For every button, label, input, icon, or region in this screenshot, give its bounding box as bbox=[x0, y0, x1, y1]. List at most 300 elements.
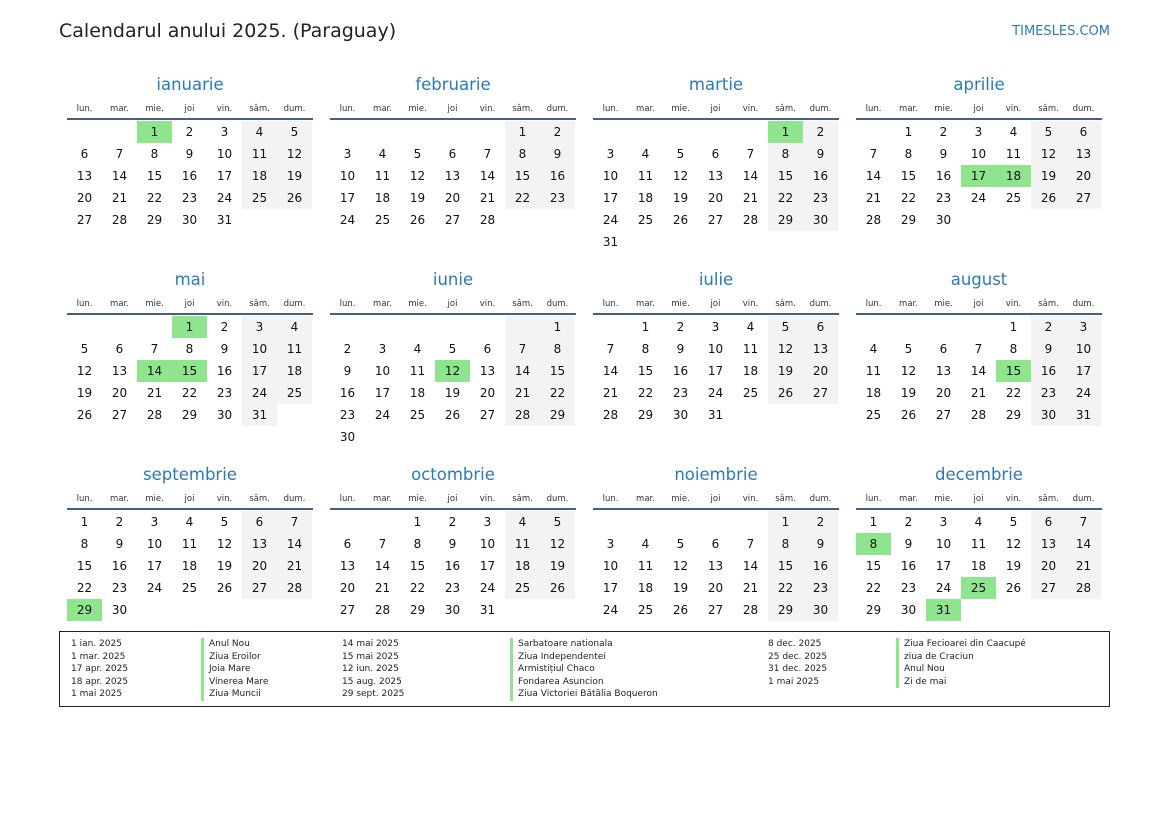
legend-holiday-name: Ziua Eroilor bbox=[201, 651, 268, 664]
legend-date: 8 dec. 2025 bbox=[768, 639, 822, 649]
weekday-label: mar. bbox=[899, 299, 918, 309]
day-cell: 31 bbox=[602, 235, 619, 249]
day-cell: 9 bbox=[904, 537, 913, 551]
month-noiembrie bbox=[593, 462, 839, 621]
day-cell: 27 bbox=[935, 408, 952, 422]
day-cell: 16 bbox=[181, 169, 198, 183]
month-iulie bbox=[593, 267, 839, 426]
empty-day-cell bbox=[961, 316, 996, 338]
empty-day-cell bbox=[67, 121, 102, 143]
day-grid bbox=[330, 316, 576, 448]
weekday-label: vin. bbox=[216, 104, 233, 114]
day-cell: 31 bbox=[242, 404, 277, 426]
weekday-label: mie. bbox=[934, 494, 953, 504]
weekday-label: joi bbox=[973, 494, 984, 504]
day-cell: 14 bbox=[505, 360, 540, 382]
day-cell: 18 bbox=[742, 364, 759, 378]
legend-date: 29 sept. 2025 bbox=[342, 689, 405, 699]
day-cell: 29 bbox=[540, 404, 575, 426]
day-cell: 1 bbox=[80, 515, 89, 529]
weekday-label: vin. bbox=[1005, 494, 1022, 504]
day-cell: 16 bbox=[444, 559, 461, 573]
day-cell: 6 bbox=[343, 537, 352, 551]
day-cell: 1 bbox=[1009, 320, 1018, 334]
day-cell: 1 bbox=[904, 125, 913, 139]
day-cell: 2 bbox=[448, 515, 457, 529]
day-cell: 6 bbox=[115, 342, 124, 356]
day-cell: 12 bbox=[1031, 143, 1066, 165]
weekday-label: mar. bbox=[373, 494, 392, 504]
day-cell: 27 bbox=[707, 603, 724, 617]
day-cell: 10 bbox=[216, 147, 233, 161]
day-cell: 6 bbox=[1066, 121, 1101, 143]
empty-day-cell bbox=[628, 121, 663, 143]
weekday-label: lun. bbox=[865, 494, 882, 504]
day-cell: 24 bbox=[602, 603, 619, 617]
day-cell: 8 bbox=[768, 533, 803, 555]
day-cell: 13 bbox=[707, 559, 724, 573]
empty-day-cell bbox=[102, 121, 137, 143]
day-cell: 5 bbox=[413, 147, 422, 161]
day-cell: 28 bbox=[505, 404, 540, 426]
weekday-label: lun. bbox=[865, 104, 882, 114]
empty-day-cell bbox=[435, 121, 470, 143]
day-cell: 16 bbox=[216, 364, 233, 378]
day-cell: 30 bbox=[111, 603, 128, 617]
day-cell: 12 bbox=[768, 338, 803, 360]
day-cell: 5 bbox=[676, 147, 685, 161]
day-cell: 20 bbox=[111, 386, 128, 400]
weekday-label: mar. bbox=[899, 104, 918, 114]
weekday-label: mar. bbox=[110, 299, 129, 309]
legend-name-column bbox=[510, 638, 658, 701]
day-cell: 3 bbox=[606, 537, 615, 551]
day-cell: 21 bbox=[742, 581, 759, 595]
day-cell: 23 bbox=[339, 408, 356, 422]
weekday-label: dum. bbox=[546, 299, 569, 309]
day-cell: 6 bbox=[711, 147, 720, 161]
weekday-label: joi bbox=[710, 494, 721, 504]
legend-date-column bbox=[71, 638, 128, 701]
day-cell: 4 bbox=[505, 511, 540, 533]
empty-day-cell bbox=[856, 121, 891, 143]
legend-date: 1 mar. 2025 bbox=[71, 651, 126, 662]
day-cell: 25 bbox=[637, 603, 654, 617]
day-cell: 24 bbox=[602, 213, 619, 227]
day-cell: 1 bbox=[869, 515, 878, 529]
day-cell: 26 bbox=[900, 408, 917, 422]
day-cell: 11 bbox=[742, 342, 759, 356]
day-cell: 18 bbox=[637, 191, 654, 205]
day-cell: 27 bbox=[444, 213, 461, 227]
legend-date-column bbox=[342, 638, 404, 701]
empty-day-cell bbox=[628, 511, 663, 533]
weekday-label: dum. bbox=[809, 104, 832, 114]
day-cell: 3 bbox=[483, 515, 492, 529]
day-cell: 5 bbox=[448, 342, 457, 356]
weekday-label: dum. bbox=[1072, 494, 1095, 504]
day-cell: 30 bbox=[935, 213, 952, 227]
day-cell: 10 bbox=[146, 537, 163, 551]
day-cell: 9 bbox=[220, 342, 229, 356]
weekday-label: vin. bbox=[479, 299, 496, 309]
day-cell: 8 bbox=[413, 537, 422, 551]
day-cell: 14 bbox=[277, 533, 312, 555]
day-cell: 16 bbox=[672, 364, 689, 378]
day-cell: 12 bbox=[900, 364, 917, 378]
weekday-label: sâm. bbox=[249, 494, 270, 504]
day-cell: 10 bbox=[935, 537, 952, 551]
month-name: februarie bbox=[415, 75, 491, 94]
day-cell: 23 bbox=[803, 187, 838, 209]
empty-day-cell bbox=[470, 316, 505, 338]
weekday-label: vin. bbox=[1005, 299, 1022, 309]
month-name: august bbox=[950, 270, 1008, 289]
legend-date: 17 apr. 2025 bbox=[71, 664, 129, 674]
day-cell: 19 bbox=[540, 555, 575, 577]
day-cell: 11 bbox=[637, 559, 654, 573]
day-cell: 24 bbox=[146, 581, 163, 595]
weekday-label: joi bbox=[447, 494, 458, 504]
day-cell: 12 bbox=[76, 364, 93, 378]
weekday-header bbox=[67, 293, 313, 315]
day-cell: 26 bbox=[1005, 581, 1022, 595]
day-cell: 12 bbox=[409, 169, 426, 183]
day-cell: 3 bbox=[939, 515, 948, 529]
holiday-day-cell: 12 bbox=[435, 360, 470, 382]
day-cell: 1 bbox=[540, 316, 575, 338]
legend-holiday-name: Ziua Muncii bbox=[201, 688, 268, 701]
empty-day-cell bbox=[698, 121, 733, 143]
holiday-day-cell: 15 bbox=[996, 360, 1031, 382]
day-cell: 23 bbox=[900, 581, 917, 595]
day-cell: 27 bbox=[242, 577, 277, 599]
day-cell: 10 bbox=[242, 338, 277, 360]
day-cell: 14 bbox=[1066, 533, 1101, 555]
legend-date: 15 mai 2025 bbox=[342, 651, 399, 662]
day-cell: 21 bbox=[479, 191, 496, 205]
day-cell: 3 bbox=[378, 342, 387, 356]
day-cell: 8 bbox=[641, 342, 650, 356]
weekday-header bbox=[67, 98, 313, 120]
weekday-label: joi bbox=[973, 299, 984, 309]
day-cell: 2 bbox=[904, 515, 913, 529]
day-cell: 21 bbox=[1066, 555, 1101, 577]
day-cell: 3 bbox=[711, 320, 720, 334]
weekday-label: vin. bbox=[742, 299, 759, 309]
day-cell: 21 bbox=[111, 191, 128, 205]
day-cell: 28 bbox=[277, 577, 312, 599]
day-cell: 11 bbox=[970, 537, 987, 551]
empty-day-cell bbox=[330, 511, 365, 533]
day-cell: 13 bbox=[242, 533, 277, 555]
day-cell: 4 bbox=[974, 515, 983, 529]
day-cell: 22 bbox=[865, 581, 882, 595]
day-cell: 18 bbox=[374, 191, 391, 205]
weekday-header bbox=[330, 293, 576, 315]
empty-day-cell bbox=[698, 511, 733, 533]
day-cell: 11 bbox=[505, 533, 540, 555]
day-cell: 14 bbox=[742, 169, 759, 183]
day-cell: 29 bbox=[637, 408, 654, 422]
month-septembrie bbox=[67, 462, 313, 621]
day-cell: 6 bbox=[242, 511, 277, 533]
weekday-label: joi bbox=[973, 104, 984, 114]
day-cell: 30 bbox=[181, 213, 198, 227]
day-cell: 20 bbox=[242, 555, 277, 577]
day-cell: 8 bbox=[904, 147, 913, 161]
day-cell: 18 bbox=[181, 559, 198, 573]
weekday-label: mar. bbox=[110, 494, 129, 504]
day-grid bbox=[856, 316, 1102, 426]
day-cell: 28 bbox=[1066, 577, 1101, 599]
day-cell: 10 bbox=[1066, 338, 1101, 360]
weekday-label: sâm. bbox=[512, 494, 533, 504]
day-cell: 18 bbox=[242, 165, 277, 187]
day-cell: 8 bbox=[505, 143, 540, 165]
day-cell: 15 bbox=[768, 555, 803, 577]
day-cell: 30 bbox=[1031, 404, 1066, 426]
day-cell: 16 bbox=[540, 165, 575, 187]
day-cell: 5 bbox=[220, 515, 229, 529]
day-cell: 5 bbox=[80, 342, 89, 356]
day-cell: 2 bbox=[676, 320, 685, 334]
day-cell: 13 bbox=[707, 169, 724, 183]
day-cell: 14 bbox=[374, 559, 391, 573]
day-cell: 1 bbox=[413, 515, 422, 529]
legend-date: 15 aug. 2025 bbox=[342, 676, 402, 687]
day-cell: 24 bbox=[242, 382, 277, 404]
day-cell: 20 bbox=[1031, 555, 1066, 577]
weekday-label: sâm. bbox=[1038, 494, 1059, 504]
day-cell: 15 bbox=[768, 165, 803, 187]
day-cell: 10 bbox=[707, 342, 724, 356]
day-cell: 23 bbox=[672, 386, 689, 400]
day-cell: 23 bbox=[540, 187, 575, 209]
day-cell: 20 bbox=[803, 360, 838, 382]
weekday-label: joi bbox=[710, 104, 721, 114]
day-cell: 28 bbox=[111, 213, 128, 227]
weekday-header bbox=[856, 293, 1102, 315]
day-cell: 30 bbox=[444, 603, 461, 617]
day-cell: 11 bbox=[637, 169, 654, 183]
weekday-header bbox=[593, 98, 839, 120]
day-cell: 22 bbox=[505, 187, 540, 209]
weekday-label: lun. bbox=[602, 494, 619, 504]
day-cell: 27 bbox=[803, 382, 838, 404]
day-cell: 22 bbox=[637, 386, 654, 400]
day-cell: 22 bbox=[181, 386, 198, 400]
day-cell: 30 bbox=[339, 430, 356, 444]
day-cell: 22 bbox=[76, 581, 93, 595]
legend-holiday-name: Vinerea Mare bbox=[201, 676, 268, 689]
day-cell: 6 bbox=[939, 342, 948, 356]
day-cell: 9 bbox=[676, 342, 685, 356]
day-cell: 11 bbox=[409, 364, 426, 378]
legend-date: 25 dec. 2025 bbox=[768, 651, 828, 662]
day-cell: 13 bbox=[339, 559, 356, 573]
weekday-label: mie. bbox=[671, 494, 690, 504]
day-cell: 25 bbox=[277, 382, 312, 404]
empty-day-cell bbox=[137, 316, 172, 338]
empty-day-cell bbox=[856, 316, 891, 338]
day-cell: 25 bbox=[242, 187, 277, 209]
day-cell: 3 bbox=[974, 125, 983, 139]
day-cell: 9 bbox=[939, 147, 948, 161]
day-cell: 4 bbox=[413, 342, 422, 356]
day-cell: 22 bbox=[146, 191, 163, 205]
day-cell: 20 bbox=[935, 386, 952, 400]
weekday-label: dum. bbox=[809, 299, 832, 309]
legend-date: 31 dec. 2025 bbox=[768, 664, 828, 674]
day-cell: 15 bbox=[540, 360, 575, 382]
weekday-header bbox=[330, 488, 576, 510]
day-cell: 5 bbox=[277, 121, 312, 143]
weekday-label: mar. bbox=[636, 299, 655, 309]
month-aprilie bbox=[856, 72, 1102, 231]
day-cell: 17 bbox=[602, 191, 619, 205]
weekday-label: dum. bbox=[809, 494, 832, 504]
day-cell: 29 bbox=[146, 213, 163, 227]
day-cell: 7 bbox=[746, 537, 755, 551]
day-cell: 11 bbox=[242, 143, 277, 165]
day-cell: 14 bbox=[111, 169, 128, 183]
day-cell: 19 bbox=[900, 386, 917, 400]
day-cell: 9 bbox=[803, 533, 838, 555]
day-cell: 12 bbox=[540, 533, 575, 555]
weekday-label: mar. bbox=[110, 104, 129, 114]
day-cell: 4 bbox=[277, 316, 312, 338]
legend-date: 12 iun. 2025 bbox=[342, 664, 399, 674]
day-cell: 27 bbox=[1031, 577, 1066, 599]
weekday-label: vin. bbox=[216, 494, 233, 504]
day-cell: 14 bbox=[865, 169, 882, 183]
day-cell: 4 bbox=[378, 147, 387, 161]
legend-date: 1 ian. 2025 bbox=[71, 639, 122, 649]
day-cell: 19 bbox=[1031, 165, 1066, 187]
day-cell: 4 bbox=[641, 147, 650, 161]
day-cell: 24 bbox=[935, 581, 952, 595]
weekday-label: mie. bbox=[145, 299, 164, 309]
day-cell: 1 bbox=[505, 121, 540, 143]
holiday-day-cell: 1 bbox=[172, 316, 207, 338]
day-cell: 9 bbox=[185, 147, 194, 161]
day-cell: 12 bbox=[1005, 537, 1022, 551]
day-cell: 11 bbox=[865, 364, 882, 378]
month-name: octombrie bbox=[411, 465, 495, 484]
day-cell: 24 bbox=[707, 386, 724, 400]
weekday-label: sâm. bbox=[775, 299, 796, 309]
day-cell: 4 bbox=[641, 537, 650, 551]
empty-day-cell bbox=[663, 121, 698, 143]
month-name: mai bbox=[174, 270, 206, 289]
empty-day-cell bbox=[400, 121, 435, 143]
day-cell: 11 bbox=[374, 169, 391, 183]
weekday-label: mie. bbox=[934, 299, 953, 309]
day-cell: 27 bbox=[707, 213, 724, 227]
site-link[interactable]: TIMESLES.COM bbox=[1012, 24, 1110, 39]
legend-name-column bbox=[201, 638, 268, 701]
day-cell: 20 bbox=[707, 581, 724, 595]
weekday-label: joi bbox=[184, 299, 195, 309]
day-cell: 18 bbox=[409, 386, 426, 400]
weekday-label: vin. bbox=[742, 494, 759, 504]
weekday-label: vin. bbox=[479, 104, 496, 114]
day-cell: 8 bbox=[540, 338, 575, 360]
weekday-label: lun. bbox=[602, 104, 619, 114]
day-cell: 20 bbox=[76, 191, 93, 205]
day-cell: 15 bbox=[409, 559, 426, 573]
holiday-day-cell: 25 bbox=[961, 577, 996, 599]
day-cell: 16 bbox=[803, 555, 838, 577]
day-grid bbox=[67, 121, 313, 231]
weekday-label: vin. bbox=[479, 494, 496, 504]
day-cell: 20 bbox=[444, 191, 461, 205]
day-cell: 24 bbox=[216, 191, 233, 205]
weekday-label: dum. bbox=[546, 494, 569, 504]
weekday-label: joi bbox=[447, 299, 458, 309]
day-cell: 23 bbox=[181, 191, 198, 205]
day-cell: 17 bbox=[339, 191, 356, 205]
day-cell: 10 bbox=[339, 169, 356, 183]
day-cell: 14 bbox=[479, 169, 496, 183]
weekday-label: mar. bbox=[373, 299, 392, 309]
month-name: iulie bbox=[698, 270, 734, 289]
day-cell: 7 bbox=[277, 511, 312, 533]
month-name: ianuarie bbox=[156, 75, 224, 94]
day-cell: 7 bbox=[606, 342, 615, 356]
day-cell: 19 bbox=[444, 386, 461, 400]
day-cell: 29 bbox=[900, 213, 917, 227]
day-cell: 28 bbox=[374, 603, 391, 617]
day-cell: 2 bbox=[220, 320, 229, 334]
day-cell: 26 bbox=[76, 408, 93, 422]
day-cell: 25 bbox=[374, 213, 391, 227]
month-name: iunie bbox=[432, 270, 474, 289]
day-cell: 19 bbox=[76, 386, 93, 400]
day-cell: 15 bbox=[865, 559, 882, 573]
day-cell: 21 bbox=[602, 386, 619, 400]
month-ianuarie bbox=[67, 72, 313, 231]
day-cell: 26 bbox=[540, 577, 575, 599]
day-cell: 28 bbox=[146, 408, 163, 422]
day-cell: 26 bbox=[1031, 187, 1066, 209]
empty-day-cell bbox=[330, 316, 365, 338]
weekday-label: sâm. bbox=[249, 299, 270, 309]
day-cell: 9 bbox=[343, 364, 352, 378]
legend-holiday-name: Armistițiul Chaco bbox=[510, 663, 658, 676]
day-cell: 11 bbox=[277, 338, 312, 360]
day-grid bbox=[593, 121, 839, 253]
day-cell: 25 bbox=[409, 408, 426, 422]
day-cell: 19 bbox=[277, 165, 312, 187]
legend-date: 1 mai 2025 bbox=[71, 689, 123, 699]
day-cell: 8 bbox=[768, 143, 803, 165]
day-cell: 27 bbox=[111, 408, 128, 422]
weekday-label: dum. bbox=[1072, 104, 1095, 114]
day-cell: 23 bbox=[1031, 382, 1066, 404]
day-cell: 17 bbox=[146, 559, 163, 573]
day-cell: 13 bbox=[444, 169, 461, 183]
weekday-label: dum. bbox=[1072, 299, 1095, 309]
weekday-label: dum. bbox=[283, 104, 306, 114]
day-cell: 27 bbox=[339, 603, 356, 617]
day-cell: 27 bbox=[1066, 187, 1101, 209]
day-cell: 20 bbox=[339, 581, 356, 595]
day-cell: 11 bbox=[181, 537, 198, 551]
day-cell: 25 bbox=[505, 577, 540, 599]
day-cell: 23 bbox=[216, 386, 233, 400]
